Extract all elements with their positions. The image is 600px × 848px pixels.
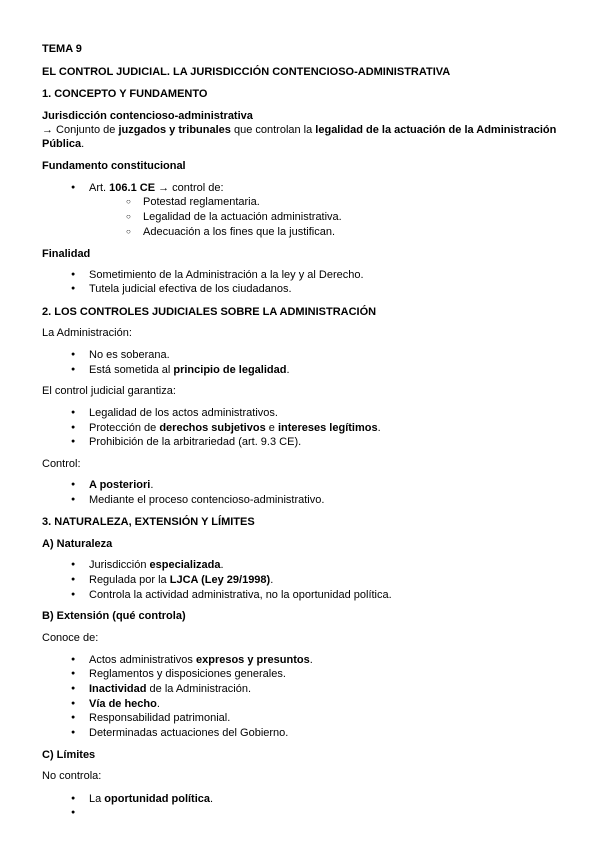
paragraph: Control: [42, 458, 81, 470]
section-1-heading: 1. CONCEPTO Y FUNDAMENTO [42, 88, 208, 100]
list-item: ● Reglamentos y disposiciones generales. [89, 667, 286, 681]
paragraph: Conoce de: [42, 632, 99, 644]
definition-paragraph: → Conjunto de juzgados y tribunales que controlan la legalidad de la actuación de la Administración Pública. [42, 124, 557, 150]
list-item: ● Regulada por la LJCA (Ley 29/1998). [89, 573, 273, 587]
paragraph: El control judicial garantiza: [42, 385, 176, 397]
section-3-heading: 3. NATURALEZA, EXTENSIÓN Y LÍMITES [42, 516, 255, 528]
sublist-item: ○ Potestad reglamentaria. [143, 195, 260, 209]
subheading-naturaleza: A) Naturaleza [42, 538, 113, 550]
list-item: ● Vía de hecho. [89, 697, 160, 711]
list-item: ● Jurisdicción especializada. [89, 558, 224, 572]
list-item: ● Protección de derechos subjetivos e intereses legítimos. [89, 421, 381, 435]
list-item: ● Tutela judicial efectiva de los ciudadanos. [89, 282, 292, 296]
list-item: ● Sometimiento de la Administración a la ley y al Derecho. [89, 268, 364, 282]
paragraph: No controla: [42, 770, 102, 782]
list-item: ● Está sometida al principio de legalidad. [89, 363, 290, 377]
subheading-jurisdiccion: Jurisdicción contencioso-administrativa [42, 110, 253, 122]
sublist-item: ○ Adecuación a los fines que la justifican. [143, 225, 335, 239]
list-item: ● Legalidad de los actos administrativos. [89, 406, 278, 420]
list-item: ● Controla la actividad administrativa, no la oportunidad política. [89, 588, 392, 602]
list-item: ● Mediante el proceso contencioso-administrativo. [89, 493, 324, 507]
list-item: ● A posteriori. [89, 478, 153, 492]
subheading-limites: C) Límites [42, 749, 96, 761]
list-item: ● La oportunidad política. [89, 792, 213, 806]
list-item: ● Prohibición de la arbitrariedad (art. 9.3 CE). [89, 435, 301, 449]
list-item: ● Inactividad de la Administración. [89, 682, 251, 696]
sublist-item: ○ Legalidad de la actuación administrativa. [143, 210, 342, 224]
subheading-extension: B) Extensión (qué controla) [42, 610, 186, 622]
list-item: ● Responsabilidad patrimonial. [89, 711, 230, 725]
list-item: ● No es soberana. [89, 348, 170, 362]
list-item: ● Art. 106.1 CE → control de: [89, 181, 224, 195]
section-2-heading: 2. LOS CONTROLES JUDICIALES SOBRE LA ADMINISTRACIÓN [42, 306, 377, 318]
subheading-fundamento: Fundamento constitucional [42, 160, 186, 172]
list-item: ● Actos administrativos expresos y presuntos. [89, 653, 313, 667]
paragraph: La Administración: [42, 327, 132, 339]
topic-number: TEMA 9 [42, 43, 82, 55]
list-item: ● Determinadas actuaciones del Gobierno. [89, 726, 288, 740]
document-title: EL CONTROL JUDICIAL. LA JURISDICCIÓN CONTENCIOSO-ADMINISTRATIVA [42, 66, 451, 78]
subheading-finalidad: Finalidad [42, 248, 91, 260]
